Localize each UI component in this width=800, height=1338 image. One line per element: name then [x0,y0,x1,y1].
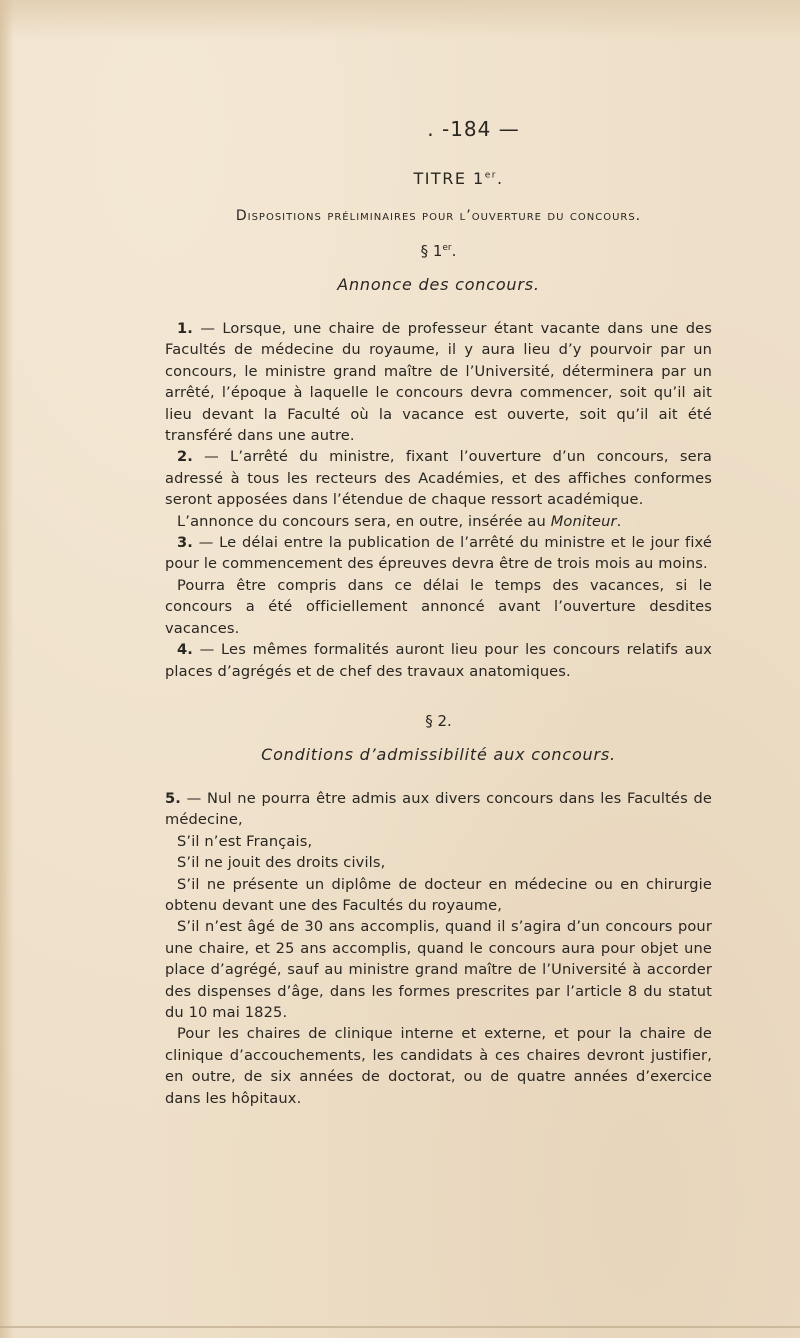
section-1-heading: Annonce des concours. [337,275,540,294]
section-1-mark-end: . [451,242,457,260]
page-top-shadow [0,0,800,40]
section-2-heading: Conditions d’admissibilité aux concours. [261,744,616,764]
condition-french: S’il n’est Français, [177,832,313,850]
article-5 [165,788,712,831]
article-text: — Nul ne pourra être admis aux divers concours dans les Facultés de médecine, [165,789,712,829]
section-1-mark-text: § 1 [420,242,443,260]
chapter-subtitle: Dispositions préliminaires pour l’ouverture du concours. [235,208,642,224]
section-1-mark-suffix: er [442,243,452,253]
text-block [165,117,712,1109]
article-number: 2. [177,448,193,466]
condition-civil-rights: S’il ne jouit des droits civils, [177,854,386,872]
article-number: 4. [177,641,193,659]
condition-age: S’il n’est âgé de 30 ans accomplis, quand il s’agira d’un concours pour une chaire, et 25 ans accomplis, quand le concours aura pour objet une place d’agrégé, sauf au ministre grand maître de l’Université à accorder des dispenses d’âge, dans les formes prescrites par l’article 8 du statut du 10 mai 1825. [165,918,712,1021]
chapter-title-end: . [496,169,504,188]
paragraph-text: L’annonce du concours sera, en outre, insérée au [177,512,551,530]
article-4 [165,639,712,682]
article-text: — Lorsque, une chaire de professeur étant vacante dans une des Facultés de médecine du royaume, il y aura lieu d’y pourvoir par un concours, le ministre grand maître de l’Université, déterminera par un arrêté, l’époque à laquelle le concours devra commencer, soit qu’il ait lieu devant la Faculté où la vacance est ouverte, soit qu’il ait été transféré dans une autre. [165,320,712,445]
article-3-continuation: Pourra être compris dans ce délai le temps des vacances, si le concours a été officiellement annoncé avant l’ouverture desdites vacances. [165,576,712,637]
article-text: — L’arrêté du ministre, fixant l’ouverture d’un concours, sera adressé à tous les recteurs des Académies, et des affiches conformes seront apposées dans l’étendue de chaque ressort académique. [165,448,712,509]
chapter-title [205,169,712,188]
condition-diploma: S’il ne présente un diplôme de docteur en médecine ou en chirurgie obtenu devant une des Facultés du royaume, [165,875,712,914]
section-2-mark: § 2. [425,711,452,730]
page-left-edge [0,0,14,1338]
paragraph-text-end: . [616,512,622,530]
article-text: — Le délai entre la publication de l’arrêté du ministre et le jour fixé pour le commencement des épreuves devra être de trois mois au moins. [165,534,712,573]
moniteur-italic: Moniteur [550,512,617,530]
article-number: 1. [177,320,193,337]
page-number: . -184 — [427,117,520,141]
article-2-continuation [165,511,712,532]
section-1-mark [165,242,712,260]
article-text: — Les mêmes formalités auront lieu pour les concours relatifs aux places d’agrégés et de chef des travaux anatomiques. [165,641,712,680]
article-2 [165,446,712,510]
page-bottom-edge [0,1326,800,1328]
chapter-title-suffix: er [484,170,497,181]
condition-clinical-chairs: Pour les chaires de clinique interne et externe, et pour la chaire de clinique d’accouchements, les candidats à ces chaires devront justifier, en outre, de six années de doctorat, ou de quatre années d’exercice dans les hôpitaux. [165,1025,712,1107]
article-3 [165,532,712,575]
article-number: 5. [165,789,181,807]
chapter-title-main: TITRE 1 [413,169,485,188]
article-number: 3. [177,534,193,552]
article-1 [165,318,712,446]
